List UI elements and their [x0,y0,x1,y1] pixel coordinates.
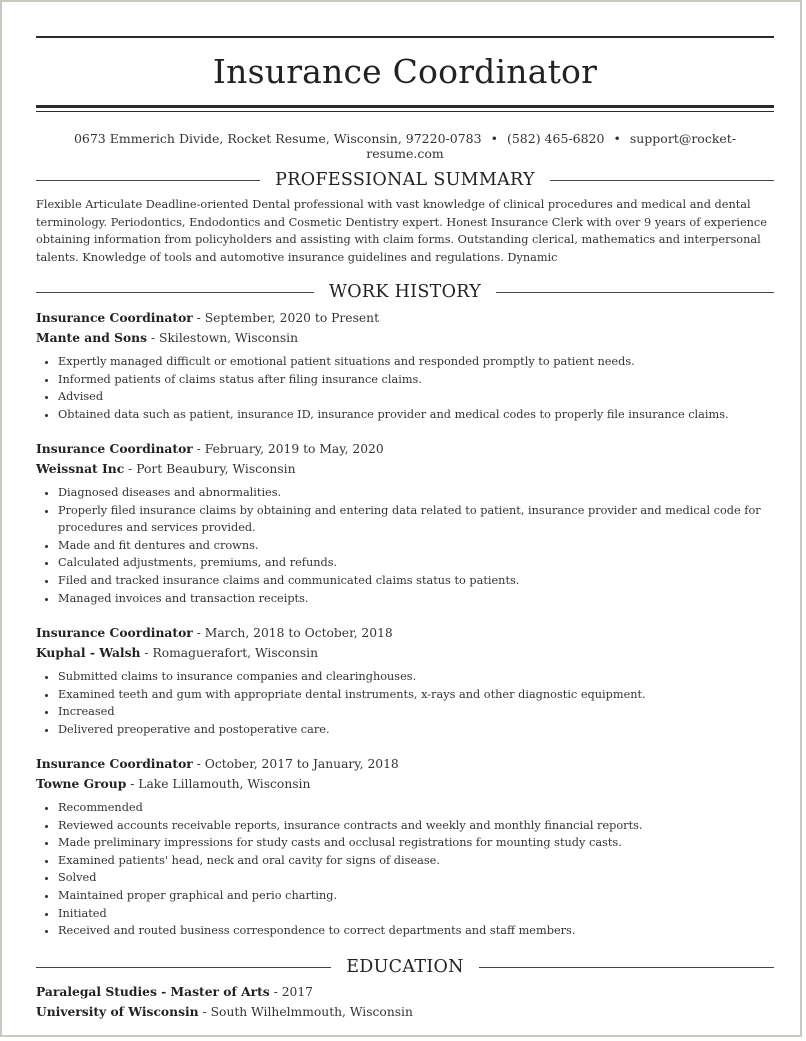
job-location: - Port Beaubury, Wisconsin [128,462,296,476]
work-history-heading [36,282,774,302]
job-bullet: • Made preliminary impressions for study casts and occlusal registrations for mounting study casts. [58,834,774,852]
job-location: - Romaguerafort, Wisconsin [144,646,319,660]
page-title: Insurance Coordinator [212,52,598,91]
job-bullets [36,484,774,607]
job-bullet: • Expertly managed difficult or emotional patient situations and responded promptly to patient needs. [58,353,774,371]
title-rule-thick [36,105,774,108]
job-bullet: • Delivered preoperative and postoperative care. [58,721,774,739]
divider [496,292,774,293]
education-location: - South Wilhelmmouth, Wisconsin [202,1005,413,1019]
summary-heading-label: PROFESSIONAL SUMMARY [275,170,535,190]
job-company: Weissnat Inc [36,461,125,476]
job-bullet: • Made and fit dentures and crowns. [58,537,774,555]
education-heading-label: EDUCATION [346,957,464,977]
divider [36,292,314,293]
job-company: Mante and Sons [36,330,148,345]
divider [36,967,331,968]
summary-heading [36,170,774,190]
job-bullet: • Submitted claims to insurance companies and clearinghouses. [58,668,774,686]
job-title: Insurance Coordinator [36,310,193,325]
contact-address: 0673 Emmerich Divide, Rocket Resume, Wisconsin, 97220-0783 [73,131,482,146]
job-bullet: • Increased [58,703,774,721]
job-bullets [36,668,774,738]
job-bullets [36,353,774,423]
job-bullet: • Managed invoices and transaction receipts. [58,590,774,608]
job-company: Towne Group [36,776,127,791]
job-title: Insurance Coordinator [36,756,193,771]
summary-text: Flexible Articulate Deadline-oriented Dental professional with vast knowledge of clinical procedures and medical and dental terminology. Periodontics, Endodontics and Cosmetic Dentistry expert. Honest Insurance Clerk with over 9 years of experience obtaining information from policyholders and assisting with claim forms. Outstanding clerical, mathematics and interpersonal talents. Knowledge of tools and automotive insurance guidelines and regulations. Dynamic [36,198,767,265]
job-entry [36,308,774,423]
job-dates: - October, 2017 to January, 2018 [196,757,399,771]
job-bullet: • Informed patients of claims status after filing insurance claims. [58,371,774,389]
job-bullet: • Filed and tracked insurance claims and communicated claims status to patients. [58,572,774,590]
job-dates: - February, 2019 to May, 2020 [196,442,384,456]
job-dates: - September, 2020 to Present [196,311,380,325]
job-dates: - March, 2018 to October, 2018 [196,626,393,640]
job-title: Insurance Coordinator [36,441,193,456]
job-bullet: • Properly filed insurance claims by obtaining and entering data related to patient, insurance provider and medical code for procedures and services provided. [58,502,774,537]
job-bullet: • Advised [58,388,774,406]
job-location: - Lake Lillamouth, Wisconsin [130,777,311,791]
job-bullet: • Examined teeth and gum with appropriate dental instruments, x-rays and other diagnostic equipment. [58,686,774,704]
job-bullet: • Examined patients' head, neck and oral cavity for signs of disease. [58,852,774,870]
divider [479,967,774,968]
job-bullet: • Reviewed accounts receivable reports, insurance contracts and weekly and monthly financial reports. [58,817,774,835]
job-bullets [36,799,774,940]
contact-line [36,131,774,161]
divider [550,180,774,181]
job-title: Insurance Coordinator [36,625,193,640]
education-heading [36,957,774,977]
job-company: Kuphal - Walsh [36,645,141,660]
education-year: - 2017 [273,985,313,999]
work-history-heading-label: WORK HISTORY [328,282,482,302]
job-bullet: • Calculated adjustments, premiums, and refunds. [58,554,774,572]
education-entry [36,982,774,1022]
contact-email[interactable]: support@rocket-resume.com [366,131,737,161]
education-school: University of Wisconsin [36,1004,199,1019]
contact-phone: (582) 465-6820 [506,131,605,146]
job-bullet: • Recommended [58,799,774,817]
title-rule-thin [36,111,774,112]
job-bullet: • Solved [58,869,774,887]
divider [36,180,260,181]
job-bullet: • Received and routed business correspondence to correct departments and staff members. [58,922,774,940]
job-entry [36,754,774,940]
contact-separator: • [613,131,621,146]
job-bullet: • Maintained proper graphical and perio charting. [58,887,774,905]
job-bullet: • Obtained data such as patient, insurance ID, insurance provider and medical codes to properly file insurance claims. [58,406,774,424]
top-rule [36,36,774,38]
education-degree: Paralegal Studies - Master of Arts [36,984,270,999]
job-entry [36,439,774,607]
job-entry [36,623,774,738]
contact-separator: • [490,131,498,146]
job-bullet: • Diagnosed diseases and abnormalities. [58,484,774,502]
job-bullet: • Initiated [58,905,774,923]
job-location: - Skilestown, Wisconsin [150,331,299,345]
